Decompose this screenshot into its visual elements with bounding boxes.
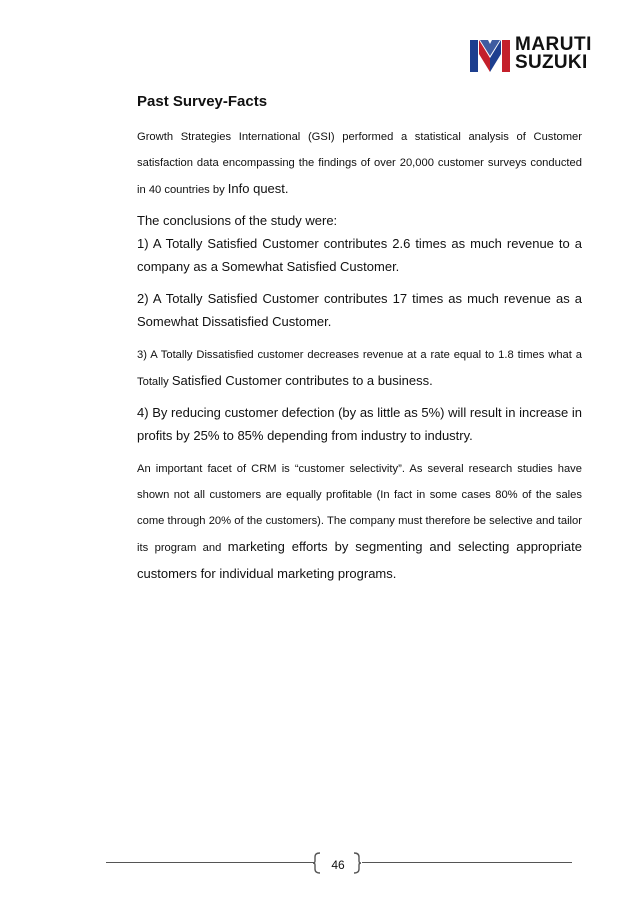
page-number: 46 — [331, 858, 345, 872]
conclusion-point-3 — [137, 342, 582, 395]
footer-rule-left — [106, 862, 314, 863]
conclusion-point-4: 4) By reducing customer defection (by as little as 5%) will result in increase in profits by 25% to 85% depending from industry to industry. — [137, 405, 582, 443]
point-3-text-large: Satisfied Customer contributes to a business. — [171, 373, 433, 388]
crm-paragraph — [137, 456, 582, 588]
crm-text: An important facet of CRM is “customer selectivity”. As several research studies have shown not all customers are equally profitable (In fact in some cases 80% of the sales come through 20% of the customers). The company must therefore be selective and tailor its program and — [137, 463, 582, 554]
conclusion-point-2: 2) A Totally Satisfied Customer contributes 17 times as much revenue as a Somewhat Dissatisfied Customer. — [137, 291, 582, 329]
intro-paragraph — [137, 124, 582, 203]
conclusion-point-1: 1) A Totally Satisfied Customer contributes 2.6 times as much revenue to a company as a Somewhat Satisfied Customer. — [137, 236, 582, 274]
intro-text-large: Info quest. — [227, 181, 289, 196]
crm-text-large: marketing efforts by segmenting and selecting appropriate customers for individual marketing programs. — [137, 539, 582, 581]
maruti-suzuki-logo — [468, 36, 592, 76]
intro-text: Growth Strategies International (GSI) performed a statistical analysis of Customer satisfaction data encompassing the findings of over 20,000 customer surveys conducted in 40 countries by — [137, 131, 582, 196]
page-content — [137, 92, 582, 594]
conclusions-heading: The conclusions of the study were: — [137, 213, 338, 228]
point-3-text: 3) A Totally Dissatisfied customer decreases revenue at a rate equal to 1.8 times what a Totally — [137, 349, 582, 388]
logo-line-maruti: MARUTI — [515, 34, 592, 55]
logo-wordmark — [515, 36, 595, 72]
logo-line-suzuki: SUZUKI — [515, 52, 588, 73]
footer-rule-right — [362, 862, 572, 863]
left-bracket-icon — [312, 852, 322, 874]
maruti-suzuki-emblem-icon — [468, 36, 512, 74]
right-bracket-icon — [352, 852, 362, 874]
section-title: Past Survey-Facts — [137, 93, 268, 110]
